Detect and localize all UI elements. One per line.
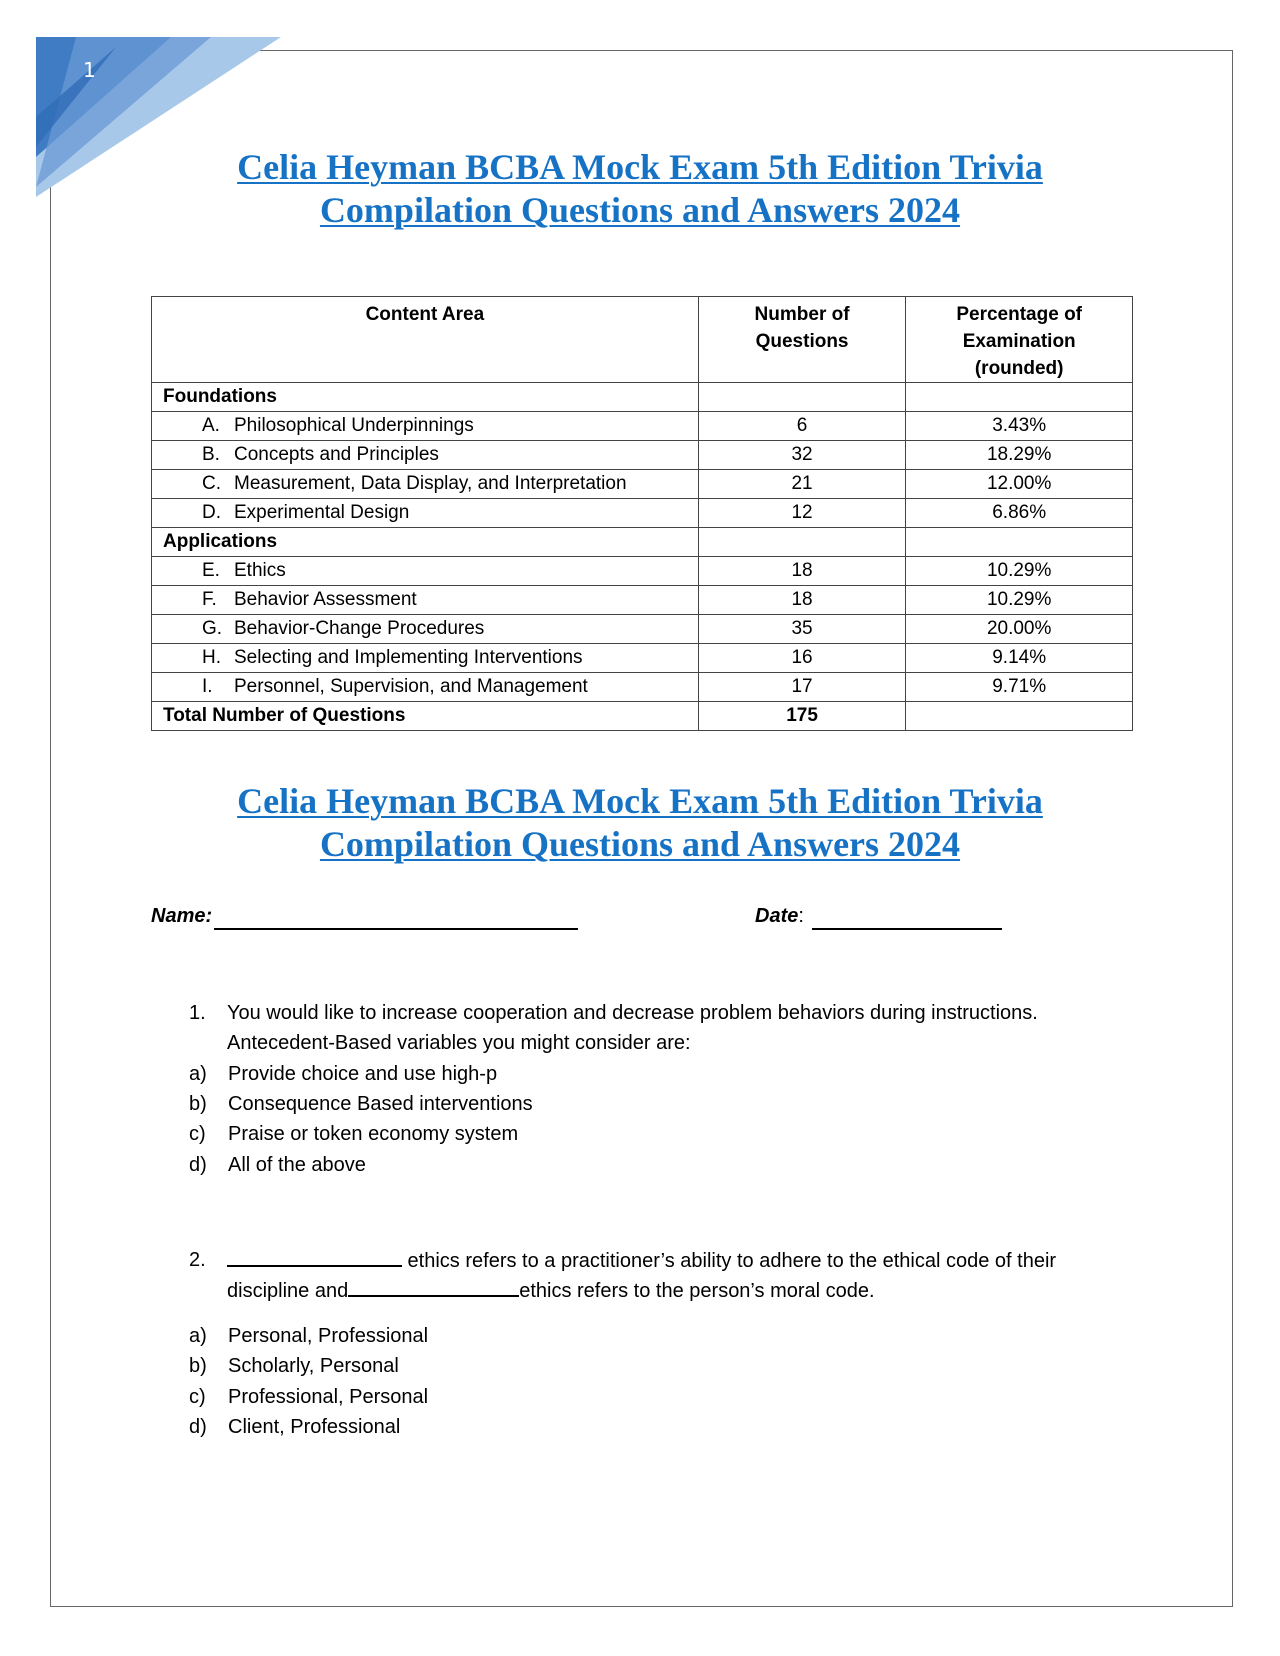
row-percent: 10.29%: [906, 557, 1133, 586]
header-number-of-questions: [698, 297, 906, 383]
name-label: Name:: [151, 905, 213, 927]
row-count: 35: [698, 615, 906, 644]
document-title: [0, 146, 1280, 232]
question-1-line-1: You would like to increase cooperation and decrease problem behaviors during instructions.: [227, 1002, 1038, 1024]
row-label: Selecting and Implementing Interventions: [234, 647, 583, 668]
row-count: 21: [698, 470, 906, 499]
date-label: Date:: [755, 905, 804, 927]
row-label: Ethics: [234, 560, 286, 581]
name-field[interactable]: [214, 928, 578, 930]
row-percent: 10.29%: [906, 586, 1133, 615]
row-percent: 9.14%: [906, 644, 1133, 673]
answer-option[interactable]: a) Personal, Professional: [189, 1325, 429, 1347]
row-percent: 18.29%: [906, 441, 1133, 470]
header-percentage: [906, 297, 1133, 383]
title-line-1: Celia Heyman BCBA Mock Exam 5th Edition Trivia: [237, 781, 1043, 821]
row-count: 32: [698, 441, 906, 470]
table-row: [152, 441, 1133, 470]
row-letter: A.: [202, 415, 220, 436]
table-row: [152, 586, 1133, 615]
header-pct-line1: Percentage of: [956, 304, 1082, 325]
row-count: 18: [698, 557, 906, 586]
content-area-table: [151, 296, 1133, 731]
category-label: Foundations: [152, 383, 699, 412]
row-letter: E.: [202, 560, 220, 581]
row-label: Measurement, Data Display, and Interpretation: [234, 473, 627, 494]
row-label: Behavior-Change Procedures: [234, 618, 485, 639]
question-number: 2.: [189, 1249, 206, 1271]
row-letter: G.: [202, 618, 223, 639]
total-count: 175: [698, 702, 906, 731]
answer-option[interactable]: d) All of the above: [189, 1154, 366, 1176]
row-label: Personnel, Supervision, and Management: [234, 676, 588, 697]
row-letter: C.: [202, 473, 221, 494]
row-label: Philosophical Underpinnings: [234, 415, 474, 436]
row-percent: 20.00%: [906, 615, 1133, 644]
row-letter: H.: [202, 647, 221, 668]
section-title: [0, 780, 1280, 866]
table-header-row: [152, 297, 1133, 383]
answer-option[interactable]: d) Client, Professional: [189, 1416, 401, 1438]
answer-option[interactable]: a) Provide choice and use high-p: [189, 1063, 498, 1085]
title-line-2: Compilation Questions and Answers 2024: [319, 824, 961, 864]
answer-option[interactable]: b) Consequence Based interventions: [189, 1093, 533, 1115]
title-line-1: Celia Heyman BCBA Mock Exam 5th Edition Trivia: [237, 147, 1043, 187]
table-row: [152, 615, 1133, 644]
total-row: [152, 702, 1133, 731]
row-letter: B.: [202, 444, 220, 465]
header-num-line1: Number of: [754, 304, 850, 325]
row-percent: 6.86%: [906, 499, 1133, 528]
row-percent: 9.71%: [906, 673, 1133, 702]
row-label: Behavior Assessment: [234, 589, 417, 610]
row-percent: 12.00%: [906, 470, 1133, 499]
header-pct-line2: Examination: [962, 331, 1076, 352]
row-letter: F.: [202, 589, 217, 610]
category-row-applications: [152, 528, 1133, 557]
answer-option[interactable]: c) Professional, Personal: [189, 1386, 429, 1408]
row-count: 17: [698, 673, 906, 702]
question-number: 1.: [189, 1002, 206, 1024]
blank-field[interactable]: [227, 1245, 402, 1267]
title-line-2: Compilation Questions and Answers 2024: [319, 190, 961, 230]
date-field[interactable]: [812, 928, 1002, 930]
question-2-line-2: discipline and ethics refers to the person’s moral code.: [227, 1275, 875, 1306]
table-row: [152, 412, 1133, 441]
category-row-foundations: [152, 383, 1133, 412]
row-letter: D.: [202, 502, 221, 523]
header-num-line2: Questions: [755, 331, 849, 352]
row-count: 6: [698, 412, 906, 441]
question-1-line-2: Antecedent-Based variables you might consider are:: [227, 1032, 691, 1054]
row-label: Experimental Design: [234, 502, 410, 523]
row-label: Concepts and Principles: [234, 444, 439, 465]
row-count: 18: [698, 586, 906, 615]
question-2-line-1: ethics refers to a practitioner’s ability to adhere to the ethical code of their: [227, 1245, 1056, 1276]
row-count: 12: [698, 499, 906, 528]
table-row: [152, 644, 1133, 673]
table-row: [152, 470, 1133, 499]
table-row: [152, 673, 1133, 702]
header-content-area: Content Area: [152, 297, 699, 383]
category-label: Applications: [152, 528, 699, 557]
header-pct-line3: (rounded): [974, 358, 1064, 379]
row-count: 16: [698, 644, 906, 673]
answer-option[interactable]: c) Praise or token economy system: [189, 1123, 519, 1145]
row-percent: 3.43%: [906, 412, 1133, 441]
blank-field[interactable]: [348, 1275, 519, 1297]
row-letter: I.: [202, 676, 213, 697]
table-row: [152, 499, 1133, 528]
answer-option[interactable]: b) Scholarly, Personal: [189, 1355, 399, 1377]
table-row: [152, 557, 1133, 586]
total-label: Total Number of Questions: [152, 702, 699, 731]
page-number: 1: [83, 58, 96, 82]
